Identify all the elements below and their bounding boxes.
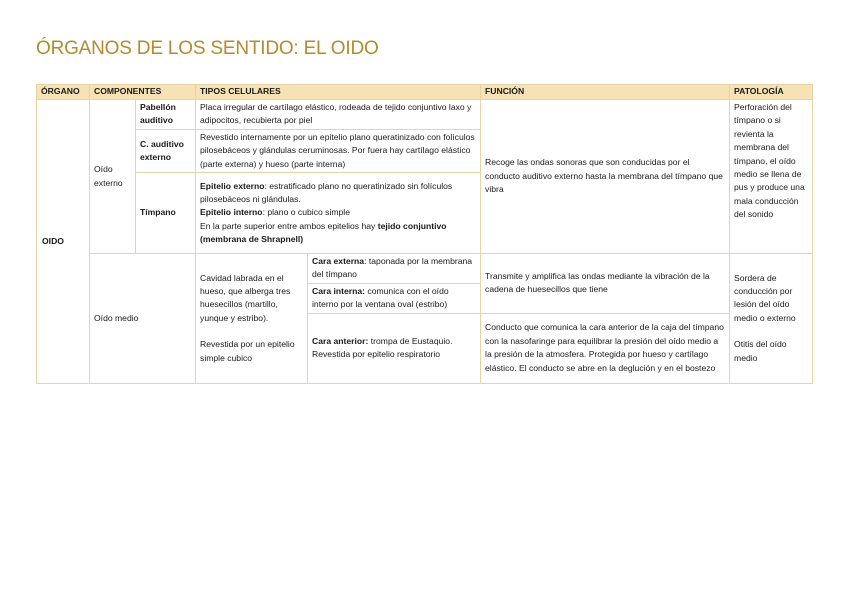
- cara-interna-text: comunica con el oído interno por la ventana oval (estribo): [312, 285, 449, 310]
- cara-anterior-label: Cara anterior:: [312, 335, 369, 346]
- table-row: [37, 254, 813, 284]
- cara-externa-text: : taponada por la membrana del tímpano: [312, 256, 473, 280]
- table-row: [37, 100, 813, 130]
- pabellon-text: Placa irregular de cartílago elástico, rodeada de tejido conjuntivo laxo y adipocitos, recubierta por piel: [196, 100, 481, 130]
- table-header-row: [37, 85, 813, 100]
- timpano-name: Tímpano: [136, 173, 196, 254]
- medio-funcion-2: Conducto que comunica la cara anterior de la caja del tímpano con la nasofaringe para equilibrar la presión del oído medio a la presión de la atmosfera. Protegida por hueso y cartílago elástico. El conducto se abre en la deglución y en el bostezo: [481, 313, 730, 383]
- medio-funcion-1: Transmite y amplifica las ondas mediante la vibración de la cadena de huesecillos que tiene: [481, 254, 730, 314]
- cara-externa: [308, 254, 481, 284]
- medio-tipos: [196, 254, 308, 384]
- cara-anterior-text: trompa de Eustaquio. Revestida por epitelio respiratorio: [312, 335, 453, 360]
- organo-cell: OIDO: [37, 100, 90, 384]
- cara-anterior: [308, 313, 481, 383]
- timpano-text: [196, 173, 481, 254]
- epitelio-externo-text: : estratificado plano no queratinizado sin folículos pilosebáceos ni glándulas.: [200, 180, 453, 204]
- shrapnell-text: tejido conjuntivo (membrana de Shrapnell): [200, 220, 447, 245]
- ear-organs-table: [36, 84, 813, 384]
- medio-patologia: [730, 254, 813, 384]
- parte-superior-text: En la parte superior entre ambos epitelios hay: [200, 220, 378, 231]
- medio-tipos-2: Revestida por un epitelio simple cubico: [200, 339, 295, 363]
- medio-patologia-2: Otitis del oído medio: [734, 339, 787, 363]
- externo-funcion: Recoge las ondas sonoras que son conducidas por el conducto auditivo externo hasta la membrana del tímpano que vibra: [481, 100, 730, 254]
- medio-patologia-1: Sordera de conducción por lesión del oído medio o externo: [734, 272, 796, 323]
- header-patologia: PATOLOGÍA: [730, 85, 813, 100]
- cara-interna: [308, 283, 481, 313]
- epitelio-externo-label: Epitelio externo: [200, 180, 265, 191]
- externo-patologia: Perforación del tímpano o si revienta la membrana del tímpano, el oído medio se llena de pus y produce una mala conducción del sonido: [730, 100, 813, 254]
- pabellon-name: Pabellón auditivo: [136, 100, 196, 130]
- cara-interna-label: Cara interna:: [312, 285, 366, 296]
- cara-externa-label: Cara externa: [312, 256, 365, 267]
- conducto-name: C. auditivo externo: [136, 129, 196, 172]
- page-title: ÓRGANOS DE LOS SENTIDO: EL OIDO: [36, 38, 379, 59]
- header-funcion: FUNCIÓN: [481, 85, 730, 100]
- header-tipos-celulares: TIPOS CELULARES: [196, 85, 481, 100]
- medio-tipos-1: Cavidad labrada en el hueso, que alberga tres huesecillos (martillo, yunque y estribo).: [200, 272, 291, 323]
- epitelio-interno-text: : plano o cubico simple: [262, 207, 350, 218]
- oido-externo-label: Oído externo: [90, 100, 136, 254]
- oido-medio-label: Oído medio: [90, 254, 196, 384]
- header-componentes: COMPONENTES: [90, 85, 196, 100]
- conducto-text: Revestido internamente por un epitelio plano queratinizado con folículos pilosebáceos y glándulas ceruminosas. Por fuera hay cartílago elástico (parte externa) y hueso (parte interna): [196, 129, 481, 172]
- header-organo: ÓRGANO: [37, 85, 90, 100]
- epitelio-interno-label: Epitelio interno: [200, 207, 263, 218]
